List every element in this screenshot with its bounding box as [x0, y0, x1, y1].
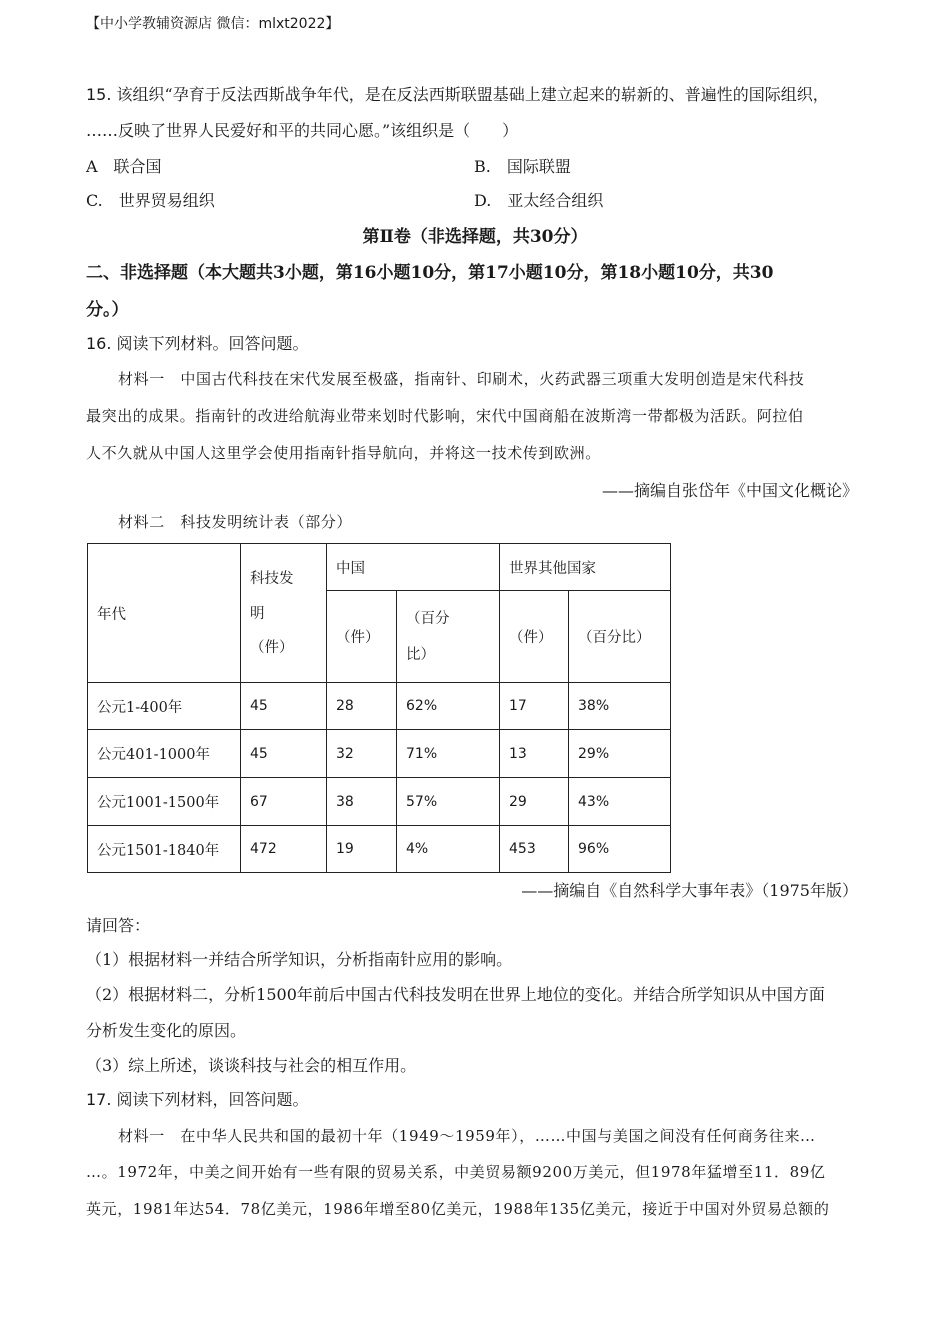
china-percent-cell: 4%: [397, 826, 500, 873]
world-count-cell: 13: [500, 730, 569, 778]
option-c: C. 世界贸易组织: [86, 191, 215, 210]
total-cell: 45: [241, 683, 327, 730]
invention-stats-table: [87, 543, 671, 873]
ask-label: 请回答：: [86, 916, 151, 935]
sub-question-2-line2: 分析发生变化的原因。: [86, 1021, 247, 1040]
question-15-line1: [86, 82, 829, 105]
part-2-instruction-line1: 二、非选择题（本大题共3小题，第16小题10分，第17小题10分，第18小题10分，共30: [86, 263, 774, 283]
table-row: [88, 778, 671, 826]
world-count-cell: 29: [500, 778, 569, 826]
header-world: 世界其他国家: [500, 544, 671, 591]
china-percent-cell: 57%: [397, 778, 500, 826]
china-count-cell: 32: [327, 730, 397, 778]
question-text: 阅读下列材料。回答问题。: [116, 334, 309, 353]
world-percent-cell: 38%: [569, 683, 671, 730]
china-count-cell: 28: [327, 683, 397, 730]
total-cell: 67: [241, 778, 327, 826]
world-count-cell: 453: [500, 826, 569, 873]
table-row: [88, 826, 671, 873]
table-row: [88, 683, 671, 730]
page-header: 【中小学教辅资源店 微信：mlxt2022】: [86, 16, 340, 32]
header-total: [241, 544, 327, 683]
option-b: B. 国际联盟: [474, 157, 571, 176]
question-17-intro: [86, 1087, 309, 1110]
sub-question-1: （1）根据材料一并结合所学知识，分析指南针应用的影响。: [86, 950, 513, 969]
sub-header-count: （件）: [327, 591, 397, 683]
world-percent-cell: 96%: [569, 826, 671, 873]
sub-question-2-line1: （2）根据材料二，分析1500年前后中国古代科技发明在世界上地位的变化。并结合所学知识从中国方面: [86, 985, 825, 1004]
header-total-line: 明: [250, 606, 265, 622]
option-d: D. 亚太经合组织: [474, 191, 604, 210]
question-number: 16.: [86, 334, 112, 353]
question-text: 该组织“孕育于反法西斯战争年代，是在反法西斯联盟基础上建立起来的崭新的、普遍性的国际组织，: [116, 85, 829, 104]
total-cell: 45: [241, 730, 327, 778]
period-cell: 公元1001-1500年: [88, 778, 241, 826]
question-number: 17.: [86, 1090, 112, 1109]
q17-material-1-line1: 材料一 在中华人民共和国的最初十年（1949～1959年），……中国与美国之间没有任何商务往来…: [118, 1127, 816, 1145]
material-1-line3: 人不久就从中国人这里学会使用指南针指导航向，并将这一技术传到欧洲。: [86, 444, 601, 462]
table-row: [88, 730, 671, 778]
material-1-source: ——摘编自张岱年《中国文化概论》: [601, 481, 858, 500]
china-percent-cell: 62%: [397, 683, 500, 730]
question-16-intro: [86, 331, 309, 354]
header-total-line: 科技发: [250, 571, 294, 587]
material-2-source: ——摘编自《自然科学大事年表》（1975年版）: [521, 881, 858, 900]
header-period: 年代: [88, 544, 241, 683]
question-number: 15.: [86, 85, 112, 104]
header-total-line: （件）: [250, 640, 294, 656]
option-a: A 联合国: [86, 157, 162, 176]
q17-material-1-line3: 英元，1981年达54．78亿美元，1986年增至80亿美元，1988年135亿美元，接近于中国对外贸易总额的: [86, 1200, 830, 1218]
china-count-cell: 38: [327, 778, 397, 826]
sub-header-line: 比）: [406, 646, 435, 663]
material-1-line1: 材料一 中国古代科技在宋代发展至极盛，指南针、印刷术，火药武器三项重大发明创造是宋代科技: [118, 370, 805, 388]
material-2-title: 材料二 科技发明统计表（部分）: [118, 513, 353, 531]
sub-header-line: （百分: [406, 610, 450, 627]
question-15-line2: ……反映了世界人民爱好和平的共同心愿。”该组织是（ ）: [86, 121, 519, 140]
world-percent-cell: 43%: [569, 778, 671, 826]
period-cell: 公元401-1000年: [88, 730, 241, 778]
sub-header-percent-world: （百分比）: [569, 591, 671, 683]
sub-header-percent-china: [397, 591, 500, 683]
header-china: 中国: [327, 544, 500, 591]
china-count-cell: 19: [327, 826, 397, 873]
period-cell: 公元1-400年: [88, 683, 241, 730]
part-2-title: 第Ⅱ卷（非选择题，共30分）: [362, 227, 588, 247]
china-percent-cell: 71%: [397, 730, 500, 778]
q17-material-1-line2: …。1972年，中美之间开始有一些有限的贸易关系，中美贸易额9200万美元，但1978年猛增至11．89亿: [86, 1163, 826, 1181]
question-text: 阅读下列材料，回答问题。: [116, 1090, 309, 1109]
material-1-line2: 最突出的成果。指南针的改进给航海业带来划时代影响，宋代中国商船在波斯湾一带都极为活跃。阿拉伯: [86, 407, 804, 425]
world-count-cell: 17: [500, 683, 569, 730]
period-cell: 公元1501-1840年: [88, 826, 241, 873]
part-2-instruction-line2: 分。）: [86, 300, 129, 320]
world-percent-cell: 29%: [569, 730, 671, 778]
total-cell: 472: [241, 826, 327, 873]
sub-question-3: （3）综上所述，谈谈科技与社会的相互作用。: [86, 1056, 417, 1075]
sub-header-count: （件）: [500, 591, 569, 683]
